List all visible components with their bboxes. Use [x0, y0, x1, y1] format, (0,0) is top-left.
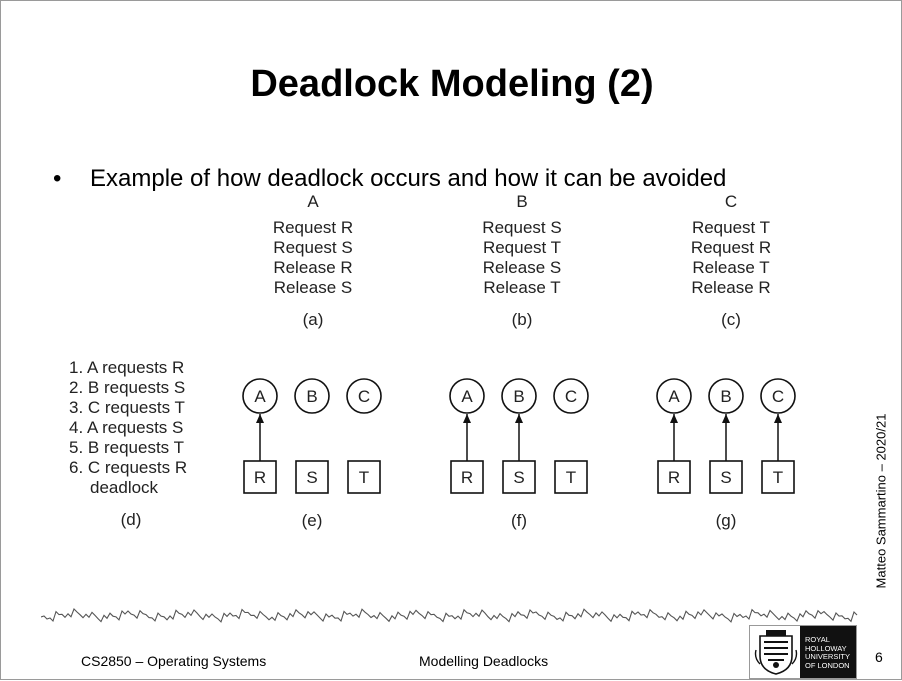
decorative-squiggle — [41, 603, 861, 625]
process-node-label: C — [771, 387, 785, 406]
graph-caption: (f) — [510, 511, 528, 530]
process-step: Release T — [483, 278, 561, 297]
sequence-step: 4. A requests S — [69, 418, 184, 437]
logo-line: ROYAL — [805, 635, 830, 644]
process-step: Release S — [273, 278, 353, 297]
footer-course: CS2850 – Operating Systems — [81, 653, 267, 669]
process-node-label: B — [513, 387, 525, 406]
resource-allocation-graphs — [1, 1, 902, 681]
graph-g — [657, 379, 795, 530]
logo-line: OF LONDON — [805, 660, 850, 670]
resource-node-label: T — [772, 468, 784, 487]
process-step: Release R — [691, 278, 771, 297]
process-node-label: C — [564, 387, 578, 406]
process-node-label: B — [720, 387, 732, 406]
sequence-step: 5. B requests T — [69, 438, 184, 457]
resource-node-label: S — [720, 468, 732, 487]
process-name: A — [307, 192, 319, 211]
logo-wordmark — [800, 626, 856, 678]
bullet-text: Example of how deadlock occurs and how it can be avoided — [90, 165, 727, 192]
resource-node-label: T — [565, 468, 577, 487]
caption-b: (b) — [511, 310, 533, 329]
slide-title: Deadlock Modeling (2) — [250, 63, 654, 105]
process-step: Request R — [272, 218, 354, 237]
process-node-label: B — [306, 387, 318, 406]
process-step: Request T — [482, 238, 562, 257]
process-step: Request R — [690, 238, 772, 257]
caption-d: (d) — [120, 510, 142, 529]
sequence-step: 3. C requests T — [69, 398, 185, 417]
caption-a: (a) — [302, 310, 324, 329]
page-number: 6 — [875, 649, 883, 665]
process-step: Request S — [482, 218, 562, 237]
resource-node-label: S — [513, 468, 525, 487]
process-step: Request T — [691, 218, 771, 237]
sequence-step: 1. A requests R — [69, 358, 185, 377]
resource-node-label: R — [460, 468, 474, 487]
crest-icon — [754, 628, 798, 676]
logo-line: HOLLOWAY — [805, 643, 847, 653]
sequence-step: 2. B requests S — [69, 378, 186, 397]
caption-c: (c) — [721, 310, 741, 329]
resource-node-label: R — [253, 468, 267, 487]
process-node-label: A — [254, 387, 266, 406]
process-name: C — [724, 192, 738, 211]
author-vertical-text: Matteo Sammartino – 2020/21 — [873, 413, 889, 589]
graph-caption: (g) — [715, 511, 737, 530]
university-logo — [749, 625, 857, 679]
bullet-symbol: • — [53, 165, 62, 192]
process-node-label: A — [668, 387, 680, 406]
graph-e — [243, 379, 381, 530]
process-step: Release T — [692, 258, 770, 277]
sequence-step: 6. C requests R — [69, 458, 188, 477]
logo-line: UNIVERSITY — [805, 652, 851, 661]
process-node-label: C — [357, 387, 371, 406]
process-step: Release R — [273, 258, 353, 277]
process-name: B — [516, 192, 528, 211]
graph-f — [450, 379, 588, 530]
resource-node-label: T — [358, 468, 370, 487]
graph-caption: (e) — [301, 511, 323, 530]
process-node-label: A — [461, 387, 473, 406]
footer-topic: Modelling Deadlocks — [419, 653, 549, 669]
resource-node-label: S — [306, 468, 318, 487]
process-step: Request S — [273, 238, 353, 257]
process-step: Release S — [482, 258, 562, 277]
resource-node-label: R — [667, 468, 681, 487]
deadlock-label: deadlock — [90, 478, 159, 497]
